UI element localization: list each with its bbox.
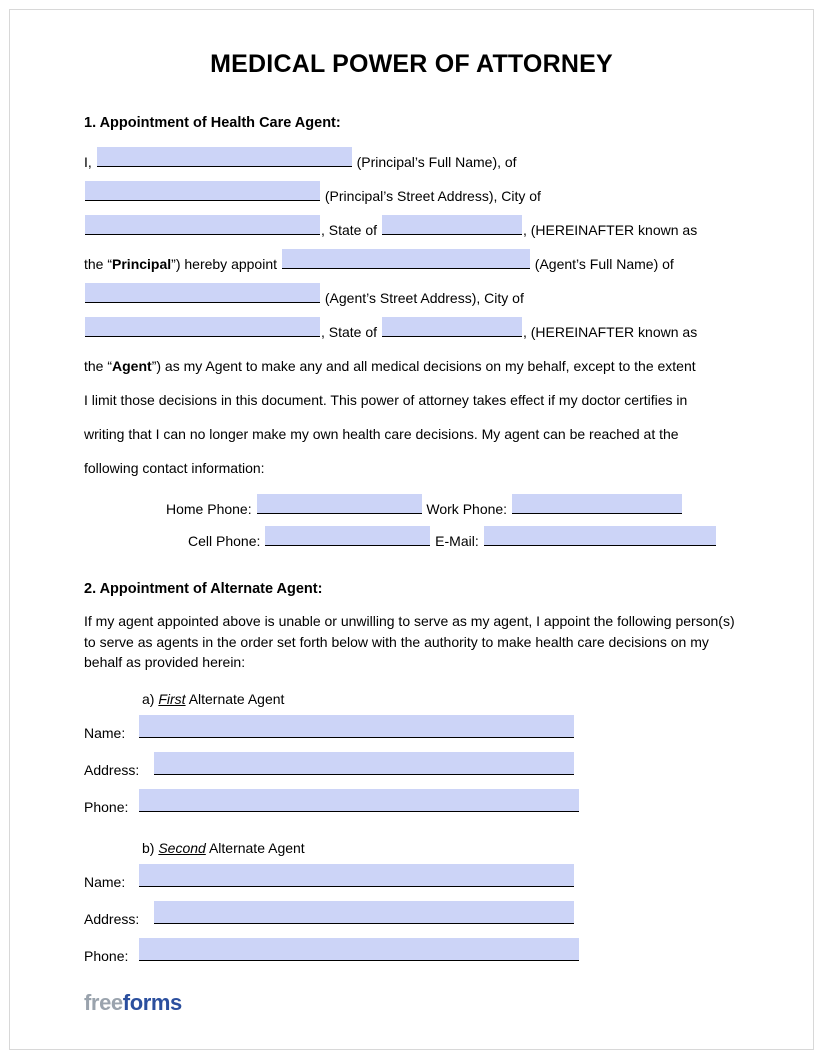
alternate-agent-second — [84, 840, 739, 971]
brand-forms: forms — [122, 990, 182, 1015]
alternate-first-address-row — [84, 752, 739, 785]
agent-term: Agent — [112, 358, 152, 374]
home-phone-label: Home Phone: — [166, 501, 252, 517]
line-4-prefix2: ”) hereby appoint — [171, 256, 277, 272]
alternate-first-name-label: Name: — [84, 724, 126, 741]
home-phone-field[interactable] — [257, 494, 422, 514]
line-7-rest: ”) as my Agent to make any and all medical decisions on my behalf, except to the extent — [151, 358, 696, 374]
alternate-first-ordinal: First — [158, 690, 186, 707]
section-2-body: If my agent appointed above is unable or unwilling to serve as my agent, I appoint the following person(s) to serve as agents in the order set forth below with the authority to make health care decisions on my behalf as provided herein: — [84, 613, 735, 670]
alternate-second-name-label: Name: — [84, 873, 126, 890]
line-3-suffix: , (HEREINAFTER known as — [522, 222, 698, 238]
line-4 — [84, 256, 674, 272]
alternate-second-address-field[interactable] — [154, 901, 574, 924]
alternate-first-phone-row — [84, 789, 739, 822]
section-2-heading-colon: : — [317, 581, 323, 597]
line-7 — [84, 358, 696, 374]
alternate-second-phone-field[interactable] — [139, 938, 579, 961]
principal-full-name-field[interactable] — [97, 147, 352, 167]
footer-brand — [84, 990, 182, 1016]
line-6-mid: , State of — [321, 324, 378, 340]
alternate-second-address-row — [84, 901, 739, 934]
alternate-agent-first-label — [84, 691, 739, 707]
line-1 — [84, 154, 517, 170]
agent-full-name-field[interactable] — [282, 249, 530, 269]
alternate-second-ordinal-suffix: Alternate Agent — [208, 839, 305, 856]
contact-row-phones — [166, 493, 739, 525]
work-phone-label: Work Phone: — [426, 501, 508, 517]
agent-street-address-field[interactable] — [85, 283, 320, 303]
alternate-second-ordinal: Second — [158, 839, 206, 856]
line-1-prefix: I, — [84, 154, 92, 170]
alternate-first-marker: a) — [142, 690, 155, 707]
agent-state-field[interactable] — [382, 317, 522, 337]
alternate-second-phone-label: Phone: — [84, 947, 129, 964]
email-label: E-Mail: — [435, 533, 479, 549]
line-3-mid: , State of — [321, 222, 378, 238]
line-5 — [84, 290, 524, 306]
line-10: following contact information: — [84, 460, 265, 476]
line-4-prefix: the “ — [84, 256, 113, 272]
work-phone-field[interactable] — [512, 494, 682, 514]
principal-state-field[interactable] — [382, 215, 522, 235]
line-3 — [84, 222, 697, 238]
alternate-first-address-field[interactable] — [154, 752, 574, 775]
alternate-first-phone-label: Phone: — [84, 798, 129, 815]
line-1-suffix: (Principal’s Full Name), of — [356, 154, 517, 170]
agent-city-field[interactable] — [85, 317, 320, 337]
alternate-first-ordinal-suffix: Alternate Agent — [188, 690, 285, 707]
line-2-suffix: (Principal’s Street Address), City of — [324, 188, 541, 204]
line-5-suffix: (Agent’s Street Address), City of — [324, 290, 524, 306]
line-6 — [84, 324, 697, 340]
line-4-suffix: (Agent’s Full Name) of — [534, 256, 674, 272]
alternate-second-name-row — [84, 864, 739, 897]
alternate-second-address-label: Address: — [84, 910, 140, 927]
alternate-agents-list — [84, 691, 739, 971]
cell-phone-field[interactable] — [265, 526, 430, 546]
section-1-heading — [84, 115, 739, 131]
section-1-heading-text: 1. Appointment of Health Care Agent — [84, 115, 336, 131]
section-2-heading — [84, 581, 739, 597]
principal-term: Principal — [112, 256, 172, 272]
principal-street-address-field[interactable] — [85, 181, 320, 201]
agent-contact-block — [84, 493, 739, 557]
alternate-first-name-field[interactable] — [139, 715, 574, 738]
line-8: I limit those decisions in this document. This power of attorney takes effect if my doctor certifies in — [84, 392, 688, 408]
alternate-first-address-label: Address: — [84, 761, 140, 778]
section-2-heading-text: 2. Appointment of Alternate Agent — [84, 581, 318, 597]
alternate-second-name-field[interactable] — [139, 864, 574, 887]
line-6-suffix: , (HEREINAFTER known as — [522, 324, 698, 340]
line-7-prefix: the “ — [84, 358, 113, 374]
line-9: writing that I can no longer make my own health care decisions. My agent can be reached at the — [84, 426, 679, 442]
email-field[interactable] — [484, 526, 716, 546]
section-1-paragraph — [84, 145, 739, 485]
line-2 — [84, 188, 541, 204]
alternate-first-name-row — [84, 715, 739, 748]
alternate-first-phone-field[interactable] — [139, 789, 579, 812]
section-1-heading-colon: : — [335, 115, 341, 131]
alternate-agent-first — [84, 691, 739, 822]
contact-row-cell-email — [166, 525, 739, 557]
brand-free: free — [84, 990, 123, 1015]
principal-city-field[interactable] — [85, 215, 320, 235]
page-title: MEDICAL POWER OF ATTORNEY — [210, 50, 613, 78]
document-content — [84, 50, 739, 975]
alternate-second-phone-row — [84, 938, 739, 971]
alternate-second-marker: b) — [142, 839, 155, 856]
cell-phone-label: Cell Phone: — [188, 533, 261, 549]
alternate-agent-second-label — [84, 840, 739, 856]
